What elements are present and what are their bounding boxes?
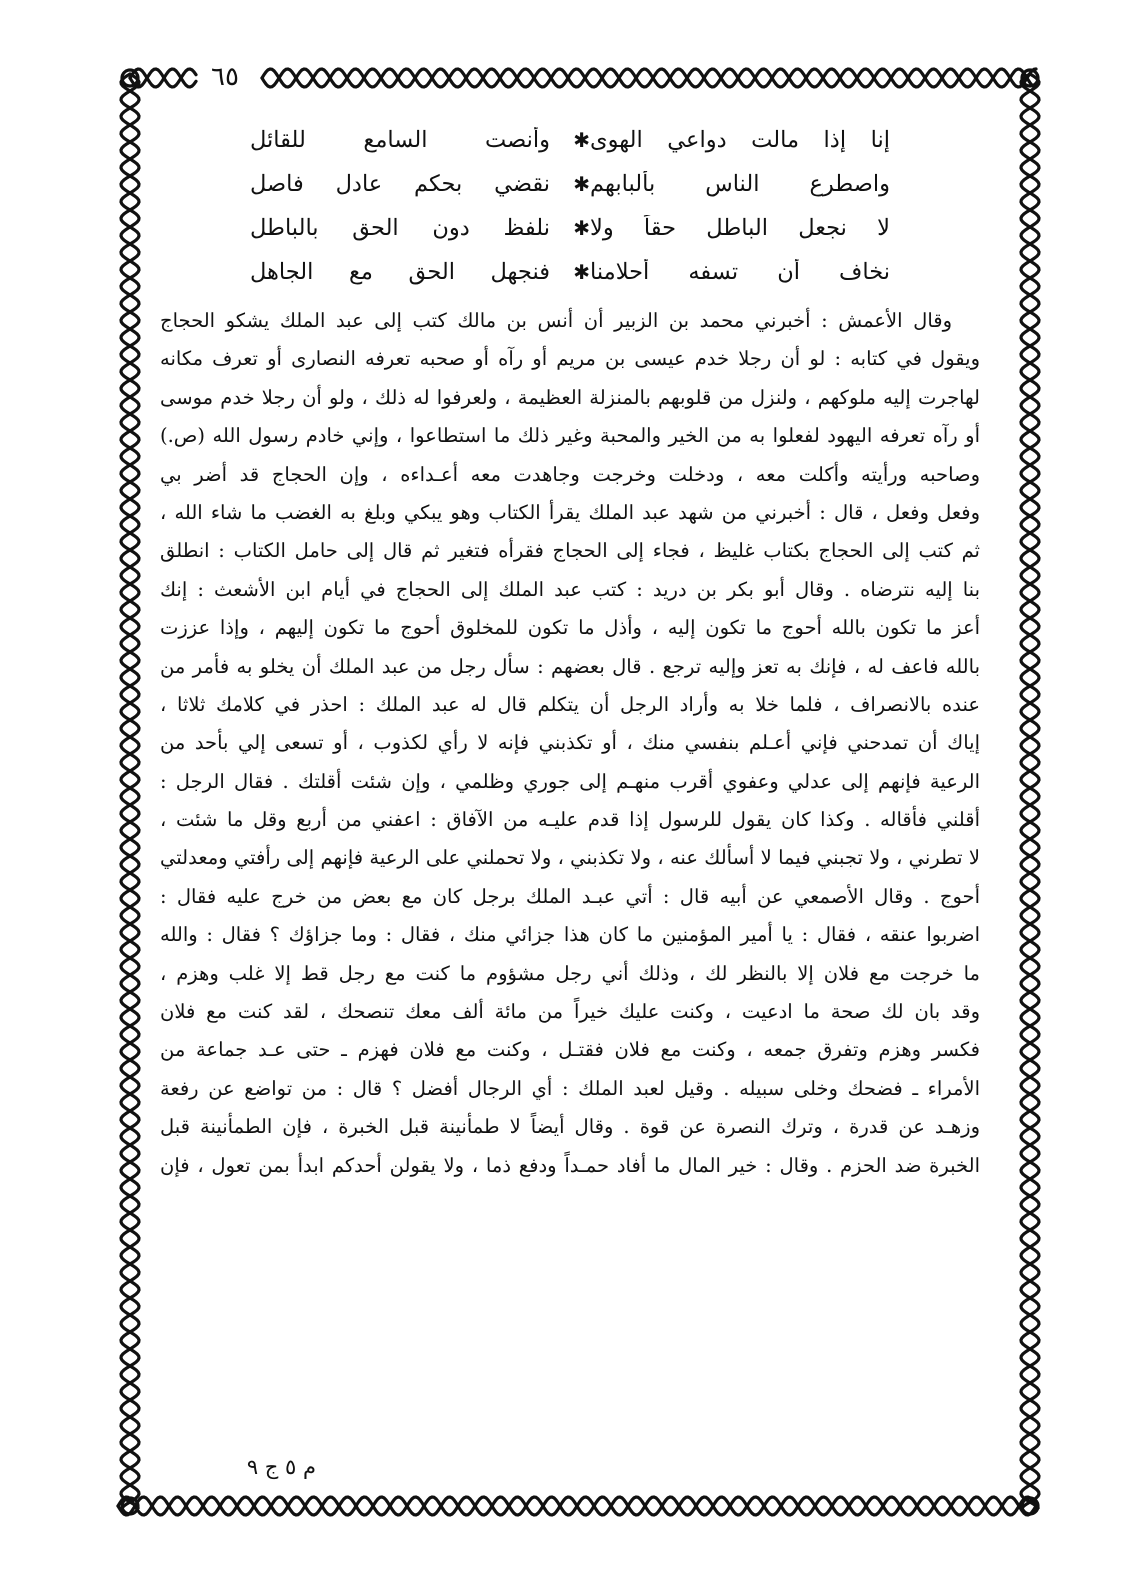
verse-line [160,206,980,250]
verse-separator-star: ✱ [573,216,590,240]
text-line: فكسر وهزم وتفرق جمعه ، وكنت مع فلان فقتـل ، وكنت مع فلان فهزم ـ حتى عـد جماعة من [160,1038,980,1062]
text-line: وزهـد عن قدرة ، وترك النصرة عن قوة . وقال أيضاً لا طمأنينة قبل الخبرة ، فإن الطمأنينة قبل [160,1115,980,1139]
verse-first-hemistich: نخاف أن تسفه أحلامنا [590,259,890,285]
text-line: ثم كتب إلى الحجاج بكتاب غليظ ، فجاء إلى الحجاج فقرأه فتغير ثم قال إلى حامل الكتاب : انطلق [160,539,980,563]
verse-first-hemistich: لا نجعل الباطل حقاً ولا [590,215,890,241]
text-block [160,118,980,1185]
text-line: الرعية فإنهم إلى عدلي وعفوي أقرب منهـم إلى جوري وظلمي ، وإن شئت أقلتك . فقال الرجل : [160,769,980,793]
text-line: لا تطرني ، ولا تجبني فيما لا أسألك عنه ، ولا تكذبني ، ولا تحملني على الرعية فإنهم إلى رأفتي ومعدلتي [160,846,980,870]
text-line: إياك أن تمدحني فإني أعـلم بنفسي منك ، أو تكذبني فإنه لا رأي لكذوب ، أو تسعى إلي بأحد من [160,731,980,755]
text-line: بنا إليه نترضاه . وقال أبو بكر بن دريد : كتب عبد الملك إلى الحجاج في أيام ابن الأشعث : إنك [160,577,980,601]
border-bottom [118,1497,1036,1515]
border-top [130,69,1036,87]
text-line: الخبرة ضد الحزم . وقال : خير المال ما أفاد حمـداً ودفع ذما ، ولا يقولن أحدكم ابدأ بمن تعول ، فإن [160,1153,980,1177]
text-line: أقلني فأقاله . وكذا كان يقول للرسول إذا قدم عليـه من الآفاق : اعفني من أربع وقل ما شئت ، [160,808,980,832]
text-line: أعز ما تكون بالله أحوج ما تكون إليه ، وأذل ما تكون للمخلوق أحوج ما تكون إليهم ، وإذا عززت [160,616,980,640]
text-line: وقال الأعمش : أخبرني محمد بن الزبير أن أنس بن مالك كتب إلى عبد الملك يشكو الحجاج [160,309,952,332]
text-line: الأمراء ـ فضحك وخلى سبيله . وقيل لعبد الملك : أي الرجال أفضل ؟ قال : من تواضع عن رفعة [160,1076,980,1100]
border-right [1021,74,1039,1508]
border-strand [118,1497,1036,1515]
text-line: لهاجرت إليه ملوكهم ، ولنزل من قلوبهم بالمنزلة العظيمة ، ولعرفوا له ذلك ، ولو أن رجلا خدم موسى [160,385,980,409]
text-line: اضربوا عنقه ، فقال : يا أمير المؤمنين ما كان هذا جزائي منك ، فقال : وما جزاؤك ؟ فقال : والله [160,923,980,947]
verse-separator-star: ✱ [573,128,590,152]
text-line: أحوج . وقال الأصمعي عن أبيه قال : أتي عبـد الملك برجل كان مع بعض من خرج عليه فقال : [160,884,980,908]
verse-second-hemistich: فنجهل الحق مع الجاهل [250,259,550,285]
page-number: ٦٥ [211,62,239,92]
text-line: وصاحبه ورأيته وأكلت معه ، ودخلت وخرجت وجاهدت معه أعـداءه ، وإن الحجاج قد أضر بي [160,462,980,486]
text-line: بالله فاعف له ، فإنك به تعز وإليه ترجع . قال بعضهم : سأل رجل من عبد الملك أن يخلو به فأمر من [160,654,980,678]
verse-first-hemistich: واصطرع الناس بألبابهم [590,171,890,197]
text-line: ويقول في كتابه : لو أن رجلا خدم عيسى بن مريم أو رآه أو صحبه تعرفه النصارى أو تعرف مكانه [160,347,980,371]
verse-separator-star: ✱ [573,260,590,284]
printer-signature: م ٥ ج ٩ [246,1455,316,1479]
verse-separator-star: ✱ [573,172,590,196]
verse-second-hemistich: نقضي بحكم عادل فاصل [250,171,550,197]
verse-first-hemistich: إنا إذا مالت دواعي الهوى [590,127,890,153]
verse-second-hemistich: نلفظ دون الحق بالباطل [250,215,550,241]
verse-second-hemistich: وأنصت السامع للقائل [250,127,550,153]
text-line: وقد بان لك صحة ما ادعيت ، وكنت عليك خيراً من مائة ألف معك تنصحك ، لقد كنت مع فلان [160,1000,980,1024]
prose-paragraph [160,302,980,1185]
text-line: وفعل وفعل ، قال : أخبرني من شهد عبد الملك يقرأ الكتاب وهو يبكي وبلغ به الغضب ما شاء الله ، [160,500,980,524]
text-line: عنده بالانصراف ، فلما خلا به وأراد الرجل أن يتكلم قال له عبد الملك : احذر في كلامك ثلاثا ، [160,692,980,716]
verse-line [160,250,980,294]
poem [160,118,980,294]
verse-line [160,118,980,162]
border-left [121,74,139,1508]
verse-line [160,162,980,206]
text-line: أو رآه تعرفه اليهود لفعلوا به من الخير والمحبة وغير ذلك ما استطاعوا ، وإني خادم رسول الله (ص.) [160,424,980,448]
text-line: ما خرجت مع فلان إلا بالنظر لك ، وذلك أني رجل مشؤوم ما كنت مع رجل قط إلا غلب وهزم ، [160,961,980,985]
